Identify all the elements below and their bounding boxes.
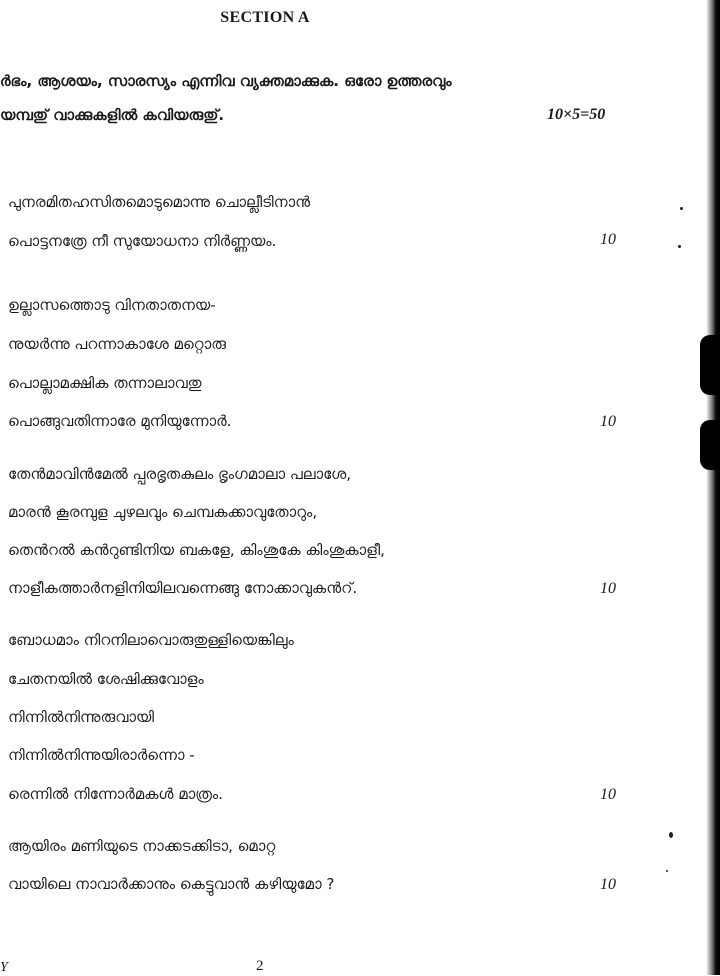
- instruction-line-2: യമ്പതു് വാക്കുകളിൽ കവിയരുതു്.: [0, 106, 225, 124]
- scan-speck: [678, 245, 681, 248]
- total-marks: 10×5=50: [547, 106, 606, 123]
- verse-line: തെൻറൽ കൻറുണ്ടിനിയ ബകളേ, കിംശുകേ കിംശുകാളീ,: [8, 541, 385, 559]
- scan-speck: [680, 207, 683, 210]
- verse-line: ചേതനയിൽ ശേഷിക്കുവോളം: [8, 670, 204, 688]
- question-marks: 10: [600, 231, 616, 248]
- page-number: 2: [256, 958, 264, 974]
- verse-line: പൊങ്ങുവതിന്നാരേ മുനിയുന്നോർ.: [8, 412, 232, 430]
- scan-edge-blot: [700, 420, 720, 470]
- question-marks: 10: [600, 786, 616, 803]
- verse-line: മാരൻ കൂരമ്പുള ചുഴലവും ചെമ്പകക്കാവുതോറും,: [8, 503, 318, 521]
- verse-line: പുനരമിതഹസിതമൊടുമൊന്നു ചൊല്ലീടിനാൻ: [8, 193, 311, 211]
- verse-line: പൊല്ലാമക്ഷിക തന്നാലാവതു: [8, 374, 202, 392]
- verse-line: നാളീകത്താർനളിനിയിലവന്നെങ്ങു നോക്കാവുകൻറ്.: [8, 579, 358, 597]
- verse-line: വായിലെ നാവാർക്കാനും കെട്ടുവാൻ കഴിയുമോ ?: [8, 875, 335, 893]
- verse-line: നിന്നിൽനിന്നുരുവായി: [8, 708, 154, 726]
- verse-line: രെന്നിൽ നിന്നോർമകൾ മാത്രം.: [8, 785, 223, 803]
- paper-code: Y: [0, 960, 8, 975]
- scan-edge-shadow: [706, 0, 720, 975]
- question-marks: 10: [600, 876, 616, 893]
- verse-line: നുയർന്നു പറന്നാകാശേ മറ്റൊരു: [8, 335, 226, 353]
- verse-line: ആയിരം മണിയുടെ നാക്കടക്കിടാ, മൊറ്റ: [8, 837, 276, 855]
- verse-line: ബോധമാം നിറനിലാവൊരുതുള്ളിയെങ്കിലും: [8, 631, 294, 649]
- verse-line: ഉല്ലാസത്തൊടു വിനതാതനയ-: [8, 296, 216, 314]
- question-marks: 10: [600, 413, 616, 430]
- scan-speck: [666, 870, 668, 872]
- scan-speck: [669, 832, 673, 838]
- section-title: SECTION A: [220, 9, 310, 26]
- instruction-line-1: ർഭം, ആശയം, സാരസ്യം എന്നിവ വ്യക്തമാക്കുക. ഒരോ ഉത്തരവും: [0, 72, 452, 90]
- verse-line: പൊട്ടനത്രേ നീ സുയോധനാ നിർണ്ണയം.: [8, 232, 277, 250]
- question-marks: 10: [600, 580, 616, 597]
- verse-line: നിന്നിൽനിന്നുയിരാർന്നൊ -: [8, 746, 195, 764]
- scan-edge-blot: [700, 335, 720, 395]
- verse-line: തേൻമാവിൻമേൽ പ്പരഭൃതകുലം ഭൃംഗമാലാ പലാശേ,: [8, 465, 352, 483]
